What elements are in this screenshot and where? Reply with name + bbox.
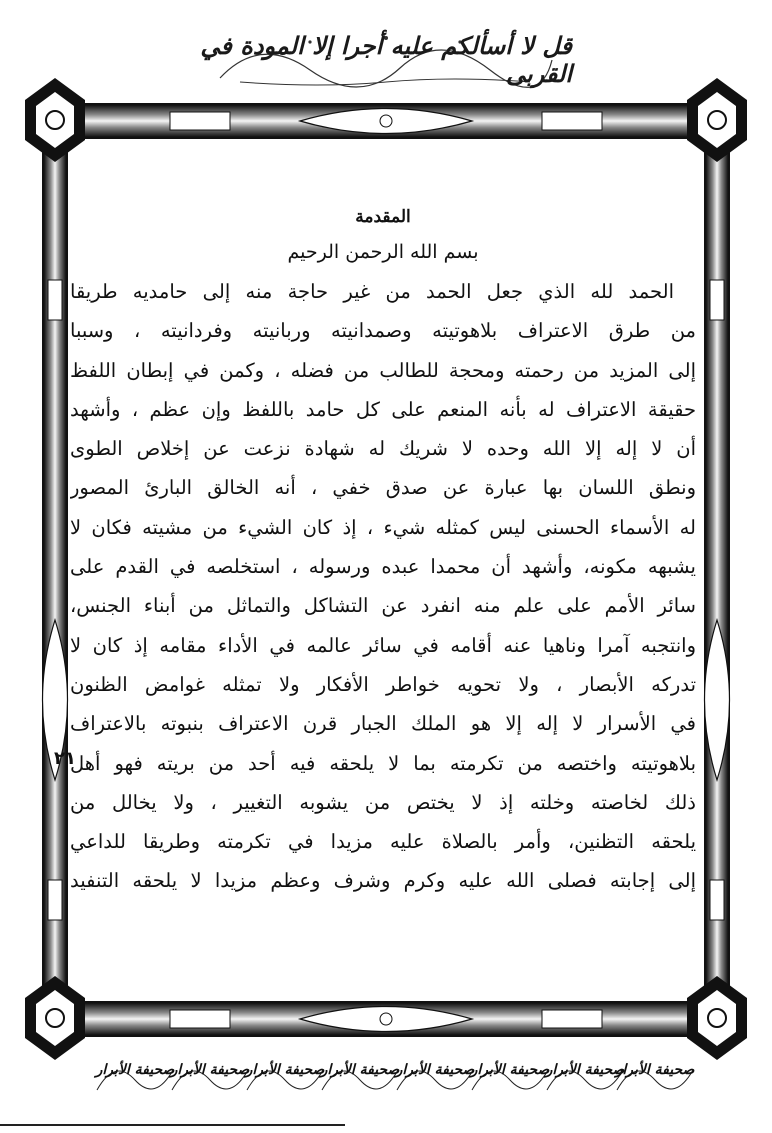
footer-ornament: صحيفة الأبرار [615,1050,695,1100]
body-line: وانتجبه آمرا وناهيا عنه أقامه في سائر عالمه في الأداء مقامه إذ كان لا [70,633,696,657]
footer-ornament: صحيفة الأبرار [245,1050,325,1100]
body-line: يلحقه التظنين، وأمر بالصلاة عليه مزيدا في تكرمته وطريقا للداعي [70,830,696,854]
body-line: حقيقة الاعتراف له بأنه المنعم على كل حامد باللفظ وإن عظم ، وأشهد [70,397,696,421]
footer-ornament: صحيفة الأبرار [95,1050,175,1100]
body-line: تدركه الأبصار ، ولا تحويه خواطر الأفكار ولا تمثله غوامض الظنون [70,672,696,696]
frame-left-bar [42,140,68,1000]
body-line: إلى المزيد من رحمته ومحجة للطالب من فضله ، وكمن في إبطان اللفظ [70,358,696,382]
body-line: سائر الأمم على علم منه انفرد عن التشاكل والتماثل من أبناء الجنس، [70,594,696,618]
main-text-block [70,202,696,901]
body-line: إلى إجابته فصلى الله عليه وكرم وشرف وعظم مزيدا لا يلحقه التنفيد [70,869,696,893]
body-line: في الأسرار لا إله إلا هو الملك الجبار قرن الاعتراف بنبوته بالاعتراف [70,712,696,736]
body-line: الحمد لله الذي جعل الحمد من غير حاجة منه إلى حامديه طريقا [70,280,674,303]
page-number: ٢١ [54,748,76,769]
footer-ornament: صحيفة الأبرار [470,1050,550,1100]
body-line: من طرق الاعتراف بلاهوتيته وصمدانيته وربانيته وفردانيته ، وسببا [70,319,696,343]
frame-right-bar [704,140,730,1000]
header-verse: قل لا أسألكم عليه أجرا إلا المودة في القربى [200,32,572,88]
corner-top-right [687,78,747,162]
footer-ornaments [95,1050,695,1100]
corner-bottom-right [687,976,747,1060]
body-line: بلاهوتيته واختصه من تكرمته بما لا يلحقه فيه أحد من بريته فهو أهل [70,751,696,775]
footer-ornament: صحيفة الأبرار [320,1050,400,1100]
corner-top-left [25,78,85,162]
body-line: أن لا إله إلا الله وحده لا شريك له شهادة نزعت عن إخلاص الطوى [70,437,696,461]
corner-bottom-left [25,976,85,1060]
footer-ornament: صحيفة الأبرار [170,1050,250,1100]
bottom-rule [0,1124,345,1126]
frame-bottom-bar [80,1001,692,1037]
section-title: المقدمة [355,207,411,227]
body-line: يشبهه مكونه، وأشهد أن محمدا عبده ورسوله ، استخلصه في القدم على [70,555,696,579]
body-line: ذلك لخاصته وخلته إذ لا يختص من يشوبه التغيير ، ولا يخالل من [70,790,696,814]
body-line: له الأسماء الحسنى ليس كمثله شيء ، إذ كان الشيء من مشيته فكان لا [70,515,696,539]
frame-top-bar [80,103,692,139]
footer-ornament: صحيفة الأبرار [395,1050,475,1100]
basmala: بسم الله الرحمن الرحيم [287,241,479,263]
footer-ornament: صحيفة الأبرار [545,1050,625,1100]
body-line: ونطق اللسان بها عبارة عن صدق خفي ، أنه الخالق البارئ المصور [70,476,696,500]
body-text [70,272,696,901]
